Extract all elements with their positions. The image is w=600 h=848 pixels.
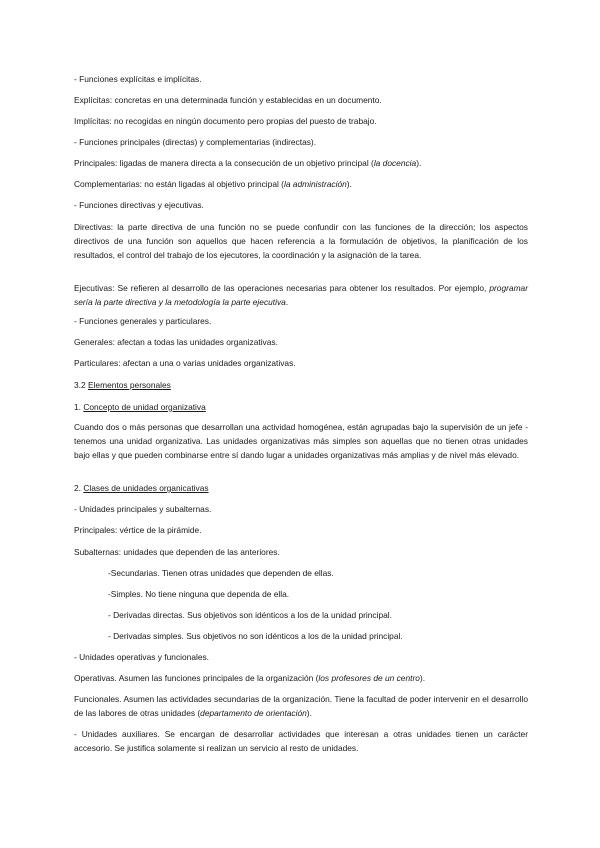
paragraph-concepto-unidad: Cuando dos o más personas que desarrollan una actividad homogénea, están agrupadas bajo la supervisión de un jefe - tenemos una unidad organizativa. Las unidades organizativas más simples son aquellas que no tienen otras unidades bajo ellas y que pueden combinarse entre sí dando lugar a unidades organizativas más amplias y de nivel más elevado. xyxy=(74,422,528,460)
list-item-secundarias: -Secundarias. Tienen otras unidades que dependen de ellas. xyxy=(108,568,334,578)
paragraph-explicitas: Explícitas: concretas en una determinada función y establecidas en un documento. xyxy=(74,95,382,105)
paragraph-funcionales: Funcionales. Asumen las actividades secundarias de la organización. Tiene la facultad de poder intervenir en el desarrollo de las labores de otras unidades (departamento de orientación). xyxy=(74,694,528,718)
section-heading-concepto: 1. Concepto de unidad organizativa xyxy=(74,402,206,412)
heading-unidades-principales: - Unidades principales y subalternas. xyxy=(74,504,212,514)
paragraph-principales-vertice: Principales: vértice de la pirámide. xyxy=(74,525,202,535)
paragraph-particulares: Particulares: afectan a una o varias unidades organizativas. xyxy=(74,358,296,368)
heading-unidades-operativas: - Unidades operativas y funcionales. xyxy=(74,652,210,662)
paragraph-unidades-auxiliares: - Unidades auxiliares. Se encargan de desarrollar actividades que interesan a otras unidades tienen un carácter accesorio. Se justifica solamente si realizan un servicio al resto de unidades. xyxy=(74,729,528,753)
paragraph-directivas: Directivas: la parte directiva de una función no se puede confundir con las funciones de la dirección; los aspectos directivos de una función son aquellos que hacen referencia a la formulación de objetivos, la planificación de los resultados, el control del trabajo de los ejecutores, la coordinación y la asignación de la tarea. xyxy=(74,222,528,260)
heading-funciones-explicitas: - Funciones explícitas e implícitas. xyxy=(74,74,202,84)
paragraph-principales: Principales: ligadas de manera directa a la consecución de un objetivo principal (la docencia). xyxy=(74,158,422,168)
list-item-derivadas-directas: - Derivadas directas. Sus objetivos son idénticos a los de la unidad principal. xyxy=(108,610,392,620)
paragraph-ejecutivas: Ejecutivas: Se refieren al desarrollo de las operaciones necesarias para obtener los resultados. Por ejemplo, programar sería la parte directiva y la metodología la parte ejecutiva. xyxy=(74,283,528,307)
heading-funciones-generales: - Funciones generales y particulares. xyxy=(74,316,212,326)
section-heading-elementos-personales: 3.2 Elementos personales xyxy=(74,380,171,390)
list-item-simples: -Simples. No tiene ninguna que dependa de ella. xyxy=(108,589,290,599)
list-item-derivadas-simples: - Derivadas simples. Sus objetivos no son idénticos a los de la unidad principal. xyxy=(108,631,403,641)
paragraph-complementarias: Complementarias: no están ligadas al objetivo principal (la administración). xyxy=(74,179,352,189)
section-heading-clases: 2. Clases de unidades organicativas xyxy=(74,483,209,493)
heading-funciones-principales: - Funciones principales (directas) y complementarias (indirectas). xyxy=(74,137,317,147)
paragraph-implicitas: Implícitas: no recogidas en ningún documento pero propias del puesto de trabajo. xyxy=(74,116,377,126)
paragraph-generales: Generales: afectan a todas las unidades organizativas. xyxy=(74,337,278,347)
paragraph-subalternas: Subalternas: unidades que dependen de las anteriores. xyxy=(74,547,280,557)
heading-funciones-directivas: - Funciones directivas y ejecutivas. xyxy=(74,200,204,210)
paragraph-operativas: Operativas. Asumen las funciones principales de la organización (los profesores de un centro). xyxy=(74,673,426,683)
